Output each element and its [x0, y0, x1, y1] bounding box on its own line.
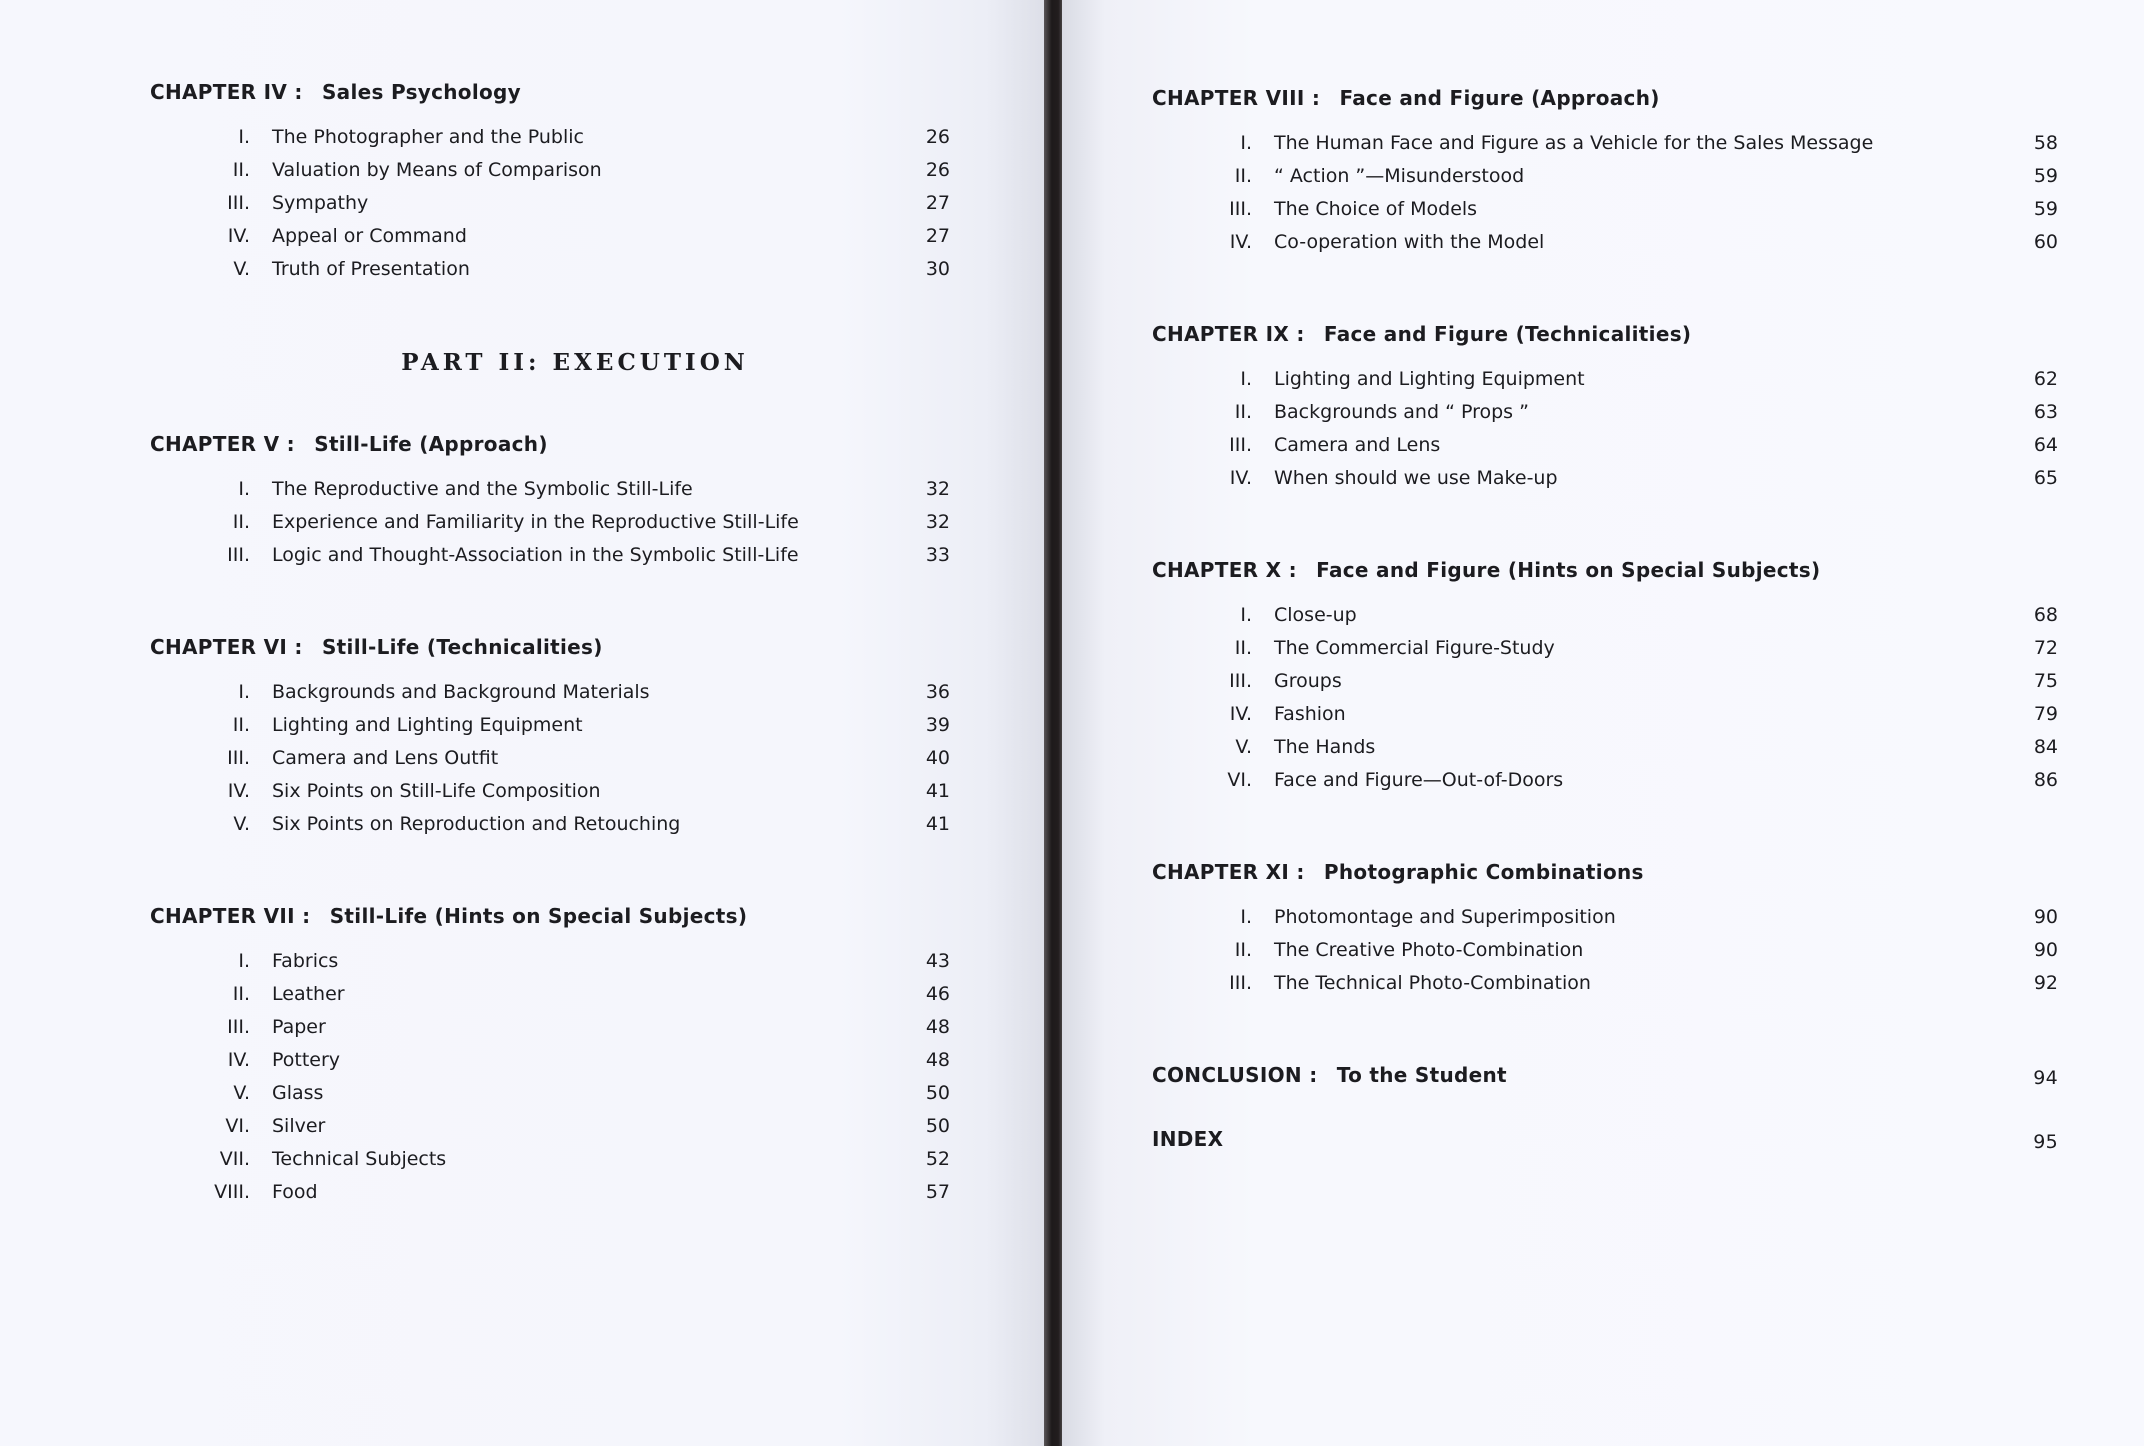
toc-entry	[1152, 165, 2058, 198]
section-title: Fashion	[1274, 703, 1346, 725]
page-number: 41	[925, 813, 950, 835]
conclusion-heading: CONCLUSION :	[1152, 1063, 1318, 1087]
right-page-contents	[1152, 86, 2058, 1191]
chapter-number: CHAPTER X :	[1152, 558, 1297, 582]
toc-entry	[150, 1049, 950, 1082]
page-number: 43	[925, 950, 950, 972]
toc-entry	[150, 511, 950, 544]
section-number: II.	[1234, 401, 1252, 423]
section-title: Silver	[272, 1115, 326, 1137]
section-title: Valuation by Means of Comparison	[272, 159, 602, 181]
left-page-contents	[150, 80, 950, 1272]
toc-entry	[1152, 132, 2058, 165]
page-number: 32	[925, 511, 950, 533]
section-title: The Photographer and the Public	[272, 126, 584, 148]
section-number: V.	[233, 1082, 250, 1104]
toc-entry	[1152, 434, 2058, 467]
page-number: 68	[2033, 604, 2058, 626]
toc-entry	[150, 1181, 950, 1214]
page-number: 65	[2033, 467, 2058, 489]
section-number: I.	[1240, 604, 1252, 626]
page-number: 27	[925, 225, 950, 247]
page-number: 50	[925, 1082, 950, 1104]
chapter-title: Sales Psychology	[321, 80, 521, 104]
section-title: The Creative Photo-Combination	[1274, 939, 1584, 961]
chapter-vii	[150, 904, 950, 1214]
page-number: 58	[2033, 132, 2058, 154]
page-number: 90	[2033, 906, 2058, 928]
index-heading: INDEX	[1152, 1127, 1224, 1151]
toc-entry	[1152, 637, 2058, 670]
toc-entry	[150, 544, 950, 577]
section-number: III.	[1229, 972, 1252, 994]
toc-entry	[150, 950, 950, 983]
page-number: 90	[2033, 939, 2058, 961]
page-number: 86	[2033, 769, 2058, 791]
section-number: I.	[238, 950, 250, 972]
chapter-vi	[150, 635, 950, 846]
section-number: I.	[238, 681, 250, 703]
chapter-title: Face and Figure (Approach)	[1339, 86, 1660, 110]
section-title: Six Points on Reproduction and Retouching	[272, 813, 681, 835]
chapter-number: CHAPTER V :	[150, 432, 295, 456]
toc-entry	[150, 1082, 950, 1115]
section-title: Glass	[272, 1082, 324, 1104]
section-number: III.	[1229, 198, 1252, 220]
chapter-number: CHAPTER VIII :	[1152, 86, 1321, 110]
section-title: Paper	[272, 1016, 326, 1038]
toc-entry	[1152, 939, 2058, 972]
section-number: III.	[1229, 670, 1252, 692]
toc-entry	[1152, 368, 2058, 401]
chapter-heading	[1152, 558, 2058, 582]
section-number: III.	[227, 192, 250, 214]
section-number: IV.	[1229, 703, 1252, 725]
left-page	[0, 0, 1048, 1446]
section-title: “ Action ”—Misunderstood	[1274, 165, 1525, 187]
chapter-title: Face and Figure (Technicalities)	[1323, 322, 1692, 346]
page-number: 41	[925, 780, 950, 802]
page-number: 39	[925, 714, 950, 736]
chapter-heading	[150, 80, 950, 104]
chapter-title: Still-Life (Approach)	[314, 432, 548, 456]
toc-entry	[150, 1115, 950, 1148]
section-number: II.	[232, 714, 250, 736]
section-title: Backgrounds and “ Props ”	[1274, 401, 1529, 423]
page-number: 48	[925, 1016, 950, 1038]
section-number: I.	[1240, 132, 1252, 154]
index-entry	[1152, 1127, 2058, 1161]
page-number: 62	[2033, 368, 2058, 390]
section-title: Logic and Thought-Association in the Symbolic Still-Life	[272, 544, 799, 566]
toc-entry	[1152, 401, 2058, 434]
part-title: PART II: EXECUTION	[401, 349, 749, 376]
section-title: Technical Subjects	[272, 1148, 447, 1170]
chapter-heading	[150, 635, 950, 659]
chapter-heading	[1152, 860, 2058, 884]
section-number: IV.	[1229, 231, 1252, 253]
toc-entry	[150, 714, 950, 747]
section-title: Lighting and Lighting Equipment	[1274, 368, 1585, 390]
section-number: I.	[1240, 368, 1252, 390]
toc-entry	[150, 1016, 950, 1049]
section-title: When should we use Make-up	[1274, 467, 1558, 489]
section-number: II.	[1234, 637, 1252, 659]
section-title: Pottery	[272, 1049, 341, 1071]
section-number: II.	[232, 159, 250, 181]
section-title: Co-operation with the Model	[1274, 231, 1545, 253]
chapter-heading	[150, 432, 950, 456]
page-number: 72	[2033, 637, 2058, 659]
page-number: 27	[925, 192, 950, 214]
toc-entry	[1152, 198, 2058, 231]
toc-entry	[1152, 906, 2058, 939]
section-title: The Reproductive and the Symbolic Still-Life	[272, 478, 693, 500]
section-title: Food	[272, 1181, 318, 1203]
page-number: 59	[2033, 165, 2058, 187]
chapter-xi	[1152, 860, 2058, 1005]
section-number: II.	[1234, 939, 1252, 961]
section-title: Photomontage and Superimposition	[1274, 906, 1616, 928]
section-title: Experience and Familiarity in the Reproductive Still-Life	[272, 511, 799, 533]
section-number: III.	[227, 544, 250, 566]
section-number: IV.	[1229, 467, 1252, 489]
chapter-ix	[1152, 322, 2058, 500]
chapter-x	[1152, 558, 2058, 802]
toc-entry	[1152, 703, 2058, 736]
chapter-heading	[1152, 322, 2058, 346]
section-number: II.	[232, 511, 250, 533]
toc-entry	[150, 747, 950, 780]
section-title: Groups	[1274, 670, 1342, 692]
section-number: IV.	[227, 780, 250, 802]
section-title: Six Points on Still-Life Composition	[272, 780, 601, 802]
section-title: Face and Figure—Out-of-Doors	[1274, 769, 1564, 791]
toc-entry	[150, 813, 950, 846]
toc-entry	[150, 192, 950, 225]
section-title: Camera and Lens Outfit	[272, 747, 499, 769]
page-number: 30	[925, 258, 950, 280]
section-number: IV.	[227, 225, 250, 247]
chapter-title: Still-Life (Hints on Special Subjects)	[329, 904, 748, 928]
section-number: VII.	[219, 1148, 250, 1170]
section-title: The Choice of Models	[1274, 198, 1478, 220]
chapter-number: CHAPTER VI :	[150, 635, 303, 659]
conclusion-entry	[1152, 1063, 2058, 1097]
chapter-title: Face and Figure (Hints on Special Subjects)	[1316, 558, 1821, 582]
toc-entry	[1152, 736, 2058, 769]
chapter-v	[150, 432, 950, 577]
page-number: 57	[925, 1181, 950, 1203]
toc-entry	[1152, 604, 2058, 637]
section-number: II.	[1234, 165, 1252, 187]
page-number: 26	[925, 159, 950, 181]
section-title: Close-up	[1274, 604, 1357, 626]
toc-entry	[150, 258, 950, 291]
section-number: VIII.	[214, 1181, 250, 1203]
toc-entry	[1152, 467, 2058, 500]
page-number: 46	[925, 983, 950, 1005]
toc-entry	[150, 983, 950, 1016]
toc-entry	[1152, 670, 2058, 703]
section-number: I.	[238, 126, 250, 148]
page-number: 94	[2033, 1067, 2058, 1089]
chapter-iv	[150, 80, 950, 291]
section-title: The Commercial Figure-Study	[1274, 637, 1555, 659]
chapter-number: CHAPTER IX :	[1152, 322, 1305, 346]
page-number: 64	[2033, 434, 2058, 456]
toc-entry	[150, 478, 950, 511]
chapter-heading	[150, 904, 950, 928]
section-number: III.	[227, 1016, 250, 1038]
section-number: IV.	[227, 1049, 250, 1071]
page-number: 40	[925, 747, 950, 769]
toc-entry	[150, 681, 950, 714]
toc-entry	[1152, 769, 2058, 802]
section-title: Truth of Presentation	[272, 258, 470, 280]
toc-entry	[150, 780, 950, 813]
section-title: Camera and Lens	[1274, 434, 1441, 456]
toc-entry	[150, 126, 950, 159]
toc-entry	[1152, 972, 2058, 1005]
section-number: II.	[232, 983, 250, 1005]
page-number: 26	[925, 126, 950, 148]
chapter-title: Photographic Combinations	[1323, 860, 1644, 884]
section-title: Lighting and Lighting Equipment	[272, 714, 583, 736]
toc-entry	[1152, 231, 2058, 264]
section-number: I.	[238, 478, 250, 500]
section-title: Backgrounds and Background Materials	[272, 681, 650, 703]
page-number: 48	[925, 1049, 950, 1071]
page-number: 59	[2033, 198, 2058, 220]
page-number: 32	[925, 478, 950, 500]
page-number: 75	[2033, 670, 2058, 692]
chapter-number: CHAPTER XI :	[1152, 860, 1305, 884]
page-number: 92	[2033, 972, 2058, 994]
chapter-heading	[1152, 86, 2058, 110]
section-title: Sympathy	[272, 192, 369, 214]
section-number: V.	[233, 813, 250, 835]
conclusion-title: To the Student	[1336, 1063, 1507, 1087]
chapter-viii	[1152, 86, 2058, 264]
page-number: 60	[2033, 231, 2058, 253]
page-number: 95	[2033, 1131, 2058, 1153]
page-number: 36	[925, 681, 950, 703]
toc-entry	[150, 1148, 950, 1181]
section-number: III.	[227, 747, 250, 769]
page-number: 52	[925, 1148, 950, 1170]
chapter-title: Still-Life (Technicalities)	[321, 635, 603, 659]
toc-entry	[150, 225, 950, 258]
section-number: III.	[1229, 434, 1252, 456]
section-number: I.	[1240, 906, 1252, 928]
section-number: VI.	[225, 1115, 250, 1137]
page-number: 50	[925, 1115, 950, 1137]
section-title: The Technical Photo-Combination	[1274, 972, 1591, 994]
section-title: Leather	[272, 983, 345, 1005]
toc-entry	[150, 159, 950, 192]
section-number: V.	[1235, 736, 1252, 758]
page-number: 63	[2033, 401, 2058, 423]
right-page	[1062, 0, 2144, 1446]
section-title: The Human Face and Figure as a Vehicle for the Sales Message	[1274, 132, 1874, 154]
page-number: 84	[2033, 736, 2058, 758]
chapter-number: CHAPTER IV :	[150, 80, 303, 104]
section-title: Appeal or Command	[272, 225, 467, 247]
page-number: 79	[2033, 703, 2058, 725]
section-title: The Hands	[1274, 736, 1376, 758]
chapter-number: CHAPTER VII :	[150, 904, 311, 928]
section-number: V.	[233, 258, 250, 280]
section-number: VI.	[1227, 769, 1252, 791]
section-title: Fabrics	[272, 950, 339, 972]
page-number: 33	[925, 544, 950, 566]
